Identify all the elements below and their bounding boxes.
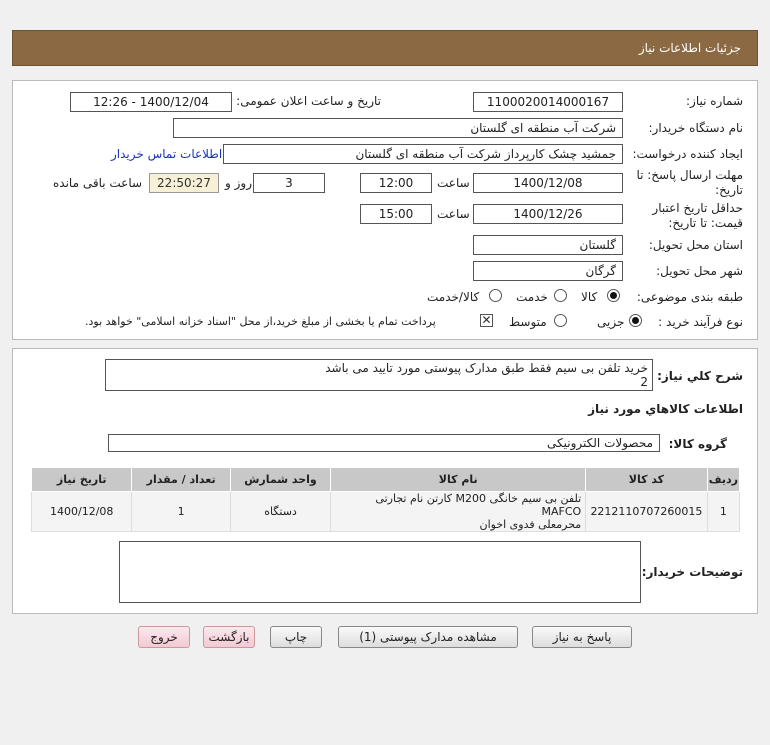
deadline-time-field: 12:00 — [360, 173, 432, 193]
cell-date: 1400/12/08 — [32, 492, 132, 532]
reply-button[interactable]: پاسخ به نیاز — [532, 626, 632, 648]
col-header-code: کد کالا — [586, 468, 707, 492]
province-label: استان محل تحویل: — [648, 238, 743, 252]
contact-buyer-link[interactable]: اطلاعات تماس خریدار — [111, 147, 223, 161]
need-info-panel — [12, 80, 758, 340]
process-label: نوع فرآیند خرید : — [658, 315, 743, 329]
treasury-payment-checkbox[interactable]: ✕ — [481, 313, 492, 327]
need-number-field: 1100020014000167 — [473, 92, 623, 112]
days-label: روز و — [225, 176, 252, 190]
cell-name — [331, 492, 586, 532]
goods-group-field: محصولات الکترونیکی — [108, 434, 660, 452]
announce-label: تاریخ و ساعت اعلان عمومی: — [236, 94, 381, 108]
validity-label-2: قیمت: تا تاریخ: — [668, 216, 743, 230]
deadline-label-1: مهلت ارسال پاسخ: تا — [636, 168, 743, 182]
cell-code: 2212110707260015 — [586, 492, 707, 532]
cell-qty: 1 — [132, 492, 230, 532]
print-button[interactable]: چاپ — [270, 626, 322, 648]
col-header-name: نام کالا — [331, 468, 586, 492]
remaining-label: ساعت باقی مانده — [53, 176, 143, 190]
province-field: گلستان — [473, 235, 623, 255]
cell-row: 1 — [707, 492, 739, 532]
validity-label-1: حداقل تاریخ اعتبار — [652, 201, 743, 215]
creator-label: ایجاد کننده درخواست: — [632, 147, 743, 161]
deadline-date-field: 1400/12/08 — [473, 173, 623, 193]
category-radio-goods[interactable] — [607, 289, 620, 302]
goods-table-header-row — [32, 468, 740, 492]
buyer-notes-box — [119, 541, 641, 603]
category-label: طبقه بندی موضوعی: — [636, 290, 743, 304]
process-radio-medium[interactable] — [554, 314, 567, 327]
process-radio-minor[interactable] — [629, 314, 642, 327]
general-desc-line-1: خرید تلفن بی سیم فقط طبق مدارک پیوستی مورد تایید می باشد — [325, 361, 648, 375]
category-radio-goods-service[interactable] — [489, 289, 502, 302]
cell-name-line-2: محرمعلی فدوی اخوان — [479, 518, 582, 531]
goods-table — [31, 467, 740, 532]
payment-note: پرداخت تمام یا بخشی از مبلغ خرید،از محل "اسناد خزانه اسلامی" خواهد بود. — [85, 315, 436, 328]
exit-button[interactable]: خروج — [138, 626, 190, 648]
general-desc-label: شرح کلي نياز: — [657, 369, 743, 383]
cell-name-line-1: تلفن بی سیم خانگی M200 کارتن نام تجارتی MAFCO — [375, 492, 582, 518]
table-row — [32, 492, 740, 532]
col-header-date: تاریخ نیاز — [32, 468, 132, 492]
validity-date-field: 1400/12/26 — [473, 204, 623, 224]
deadline-label-2: تاریخ: — [715, 183, 743, 197]
cell-unit: دستگاه — [230, 492, 330, 532]
creator-field: جمشید چشک کارپرداز شرکت آب منطقه ای گلستان — [223, 144, 623, 164]
page-title-bar — [12, 30, 758, 66]
col-header-qty: تعداد / مقدار — [132, 468, 230, 492]
city-field: گرگان — [473, 261, 623, 281]
city-label: شهر محل تحویل: — [656, 264, 743, 278]
remaining-time-field: 22:50:27 — [149, 173, 219, 193]
category-option-goods: کالا — [581, 290, 598, 304]
general-desc-box — [105, 359, 653, 391]
validity-time-label: ساعت — [437, 207, 470, 221]
buyer-org-field: شرکت آب منطقه ای گلستان — [173, 118, 623, 138]
need-number-label: شماره نیاز: — [686, 94, 743, 108]
goods-info-title: اطلاعات کالاهاي مورد نياز — [588, 402, 743, 416]
validity-time-field: 15:00 — [360, 204, 432, 224]
process-option-minor: جزیی — [597, 315, 625, 329]
page-title: جزئیات اطلاعات نیاز — [638, 41, 741, 55]
days-field: 3 — [253, 173, 325, 193]
category-radio-service[interactable] — [554, 289, 567, 302]
buyer-notes-label: توضیحات خریدار: — [641, 565, 743, 579]
back-button[interactable]: بازگشت — [203, 626, 255, 648]
col-header-row: ردیف — [707, 468, 739, 492]
process-option-medium: متوسط — [509, 315, 547, 329]
goods-group-label: گروه کالا: — [668, 437, 727, 451]
details-panel — [12, 348, 758, 614]
deadline-time-label: ساعت — [437, 176, 470, 190]
category-option-service: خدمت — [516, 290, 548, 304]
category-option-goods-service: کالا/خدمت — [427, 290, 480, 304]
view-documents-button[interactable]: مشاهده مدارک پیوستی (1) — [338, 626, 518, 648]
general-desc-line-2: 2 — [640, 375, 648, 389]
buyer-org-label: نام دستگاه خریدار: — [648, 121, 743, 135]
col-header-unit: واحد شمارش — [230, 468, 330, 492]
announce-field: 1400/12/04 - 12:26 — [70, 92, 232, 112]
